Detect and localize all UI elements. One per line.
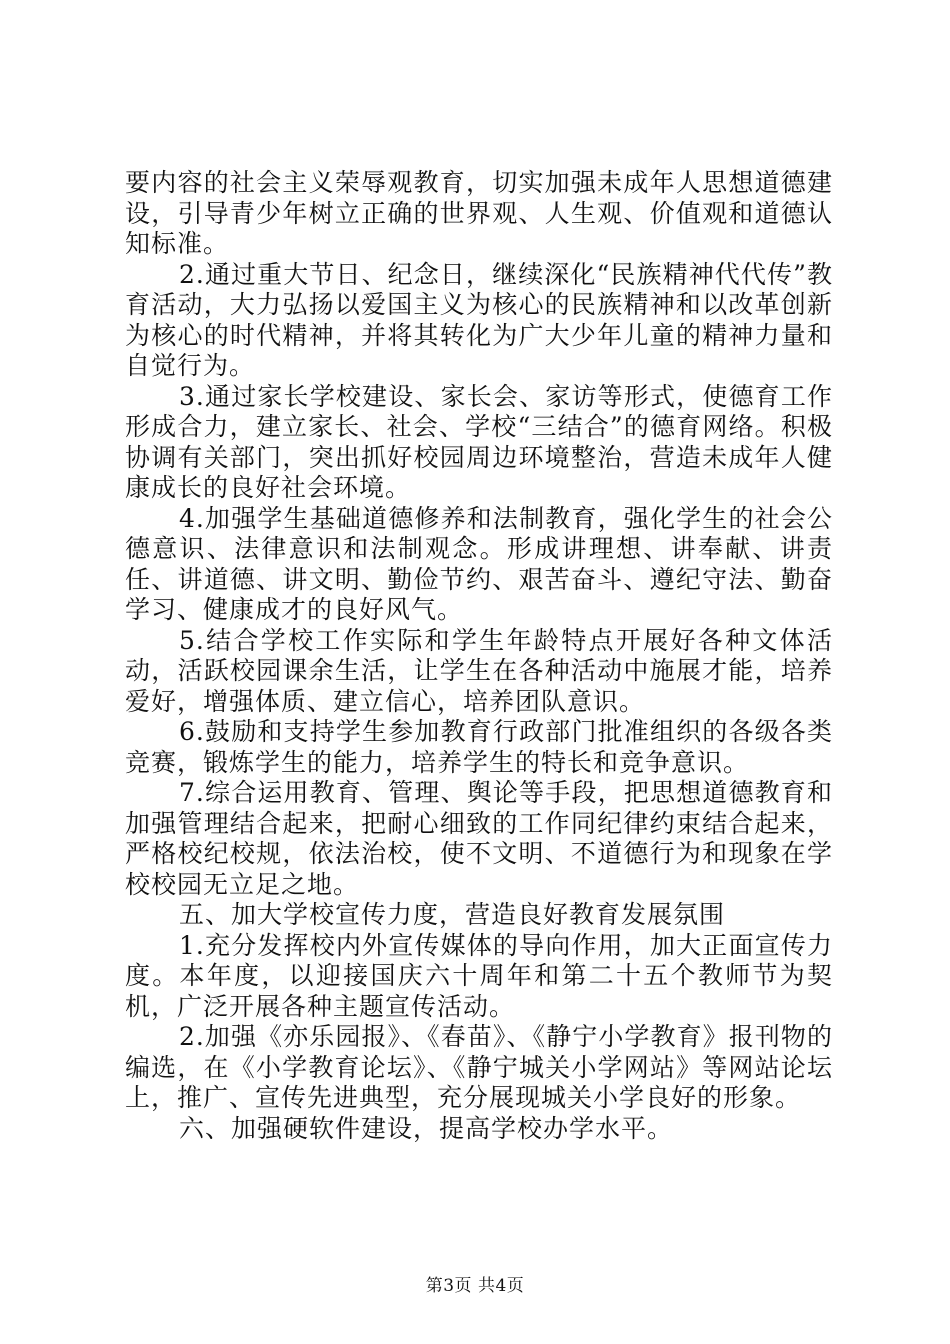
section-heading-6: 六、加强硬软件建设，提高学校办学水平。 [179, 1113, 674, 1143]
paragraph-section5-item-2: 2.加强《亦乐园报》、《春苗》、《静宁小学教育》报刊物的编选，在《小学教育论坛》、《静宁城关小学网站》等网站论坛上，推广、宣传先进典型，充分展现城关小学良好的形象。 [125, 1022, 833, 1112]
paragraph-item-6: 6.鼓励和支持学生参加教育行政部门批准组织的各级各类竞赛，锻炼学生的能力，培养学生的特长和竞争意识。 [125, 717, 833, 777]
paragraph-item-2: 2.通过重大节日、纪念日，继续深化“民族精神代代传”教育活动，大力弘扬以爱国主义为核心的民族精神和以改革创新为核心的时代精神，并将其转化为广大少年儿童的精神力量和自觉行为。 [125, 259, 833, 380]
paragraph-section5-item-1: 1.充分发挥校内外宣传媒体的导向作用，加大正面宣传力度。本年度，以迎接国庆六十周年和第二十五个教师节为契机，广泛开展各种主题宣传活动。 [125, 930, 833, 1021]
paragraph-item-3: 3.通过家长学校建设、家长会、家访等形式，使德育工作形成合力，建立家长、社会、学校“三结合”的德育网络。积极协调有关部门，突出抓好校园周边环境整治，营造未成年人健康成长的良好社会环境。 [125, 381, 833, 502]
document-body [125, 168, 833, 1144]
paragraph-item-7: 7.综合运用教育、管理、舆论等手段，把思想道德教育和加强管理结合起来，把耐心细致的工作同纪律约束结合起来，严格校纪校规，依法治校，使不文明、不道德行为和现象在学校校园无立足之地。 [125, 778, 833, 899]
paragraph-continuation: 要内容的社会主义荣辱观教育，切实加强未成年人思想道德建设，引导青少年树立正确的世界观、人生观、价值观和道德认知标准。 [125, 168, 833, 258]
paragraph-item-5: 5.结合学校工作实际和学生年龄特点开展好各种文体活动，活跃校园课余生活，让学生在各种活动中施展才能，培养爱好，增强体质、建立信心，培养团队意识。 [125, 625, 833, 716]
page-footer: 第3页 共4页 [425, 1276, 525, 1296]
paragraph-item-4: 4.加强学生基础道德修养和法制教育，强化学生的社会公德意识、法律意识和法制观念。形成讲理想、讲奉献、讲责任、讲道德、讲文明、勤俭节约、艰苦奋斗、遵纪守法、勤奋学习、健康成才的良好风气。 [125, 503, 833, 624]
section-heading-5: 五、加大学校宣传力度，营造良好教育发展氛围 [179, 900, 726, 929]
